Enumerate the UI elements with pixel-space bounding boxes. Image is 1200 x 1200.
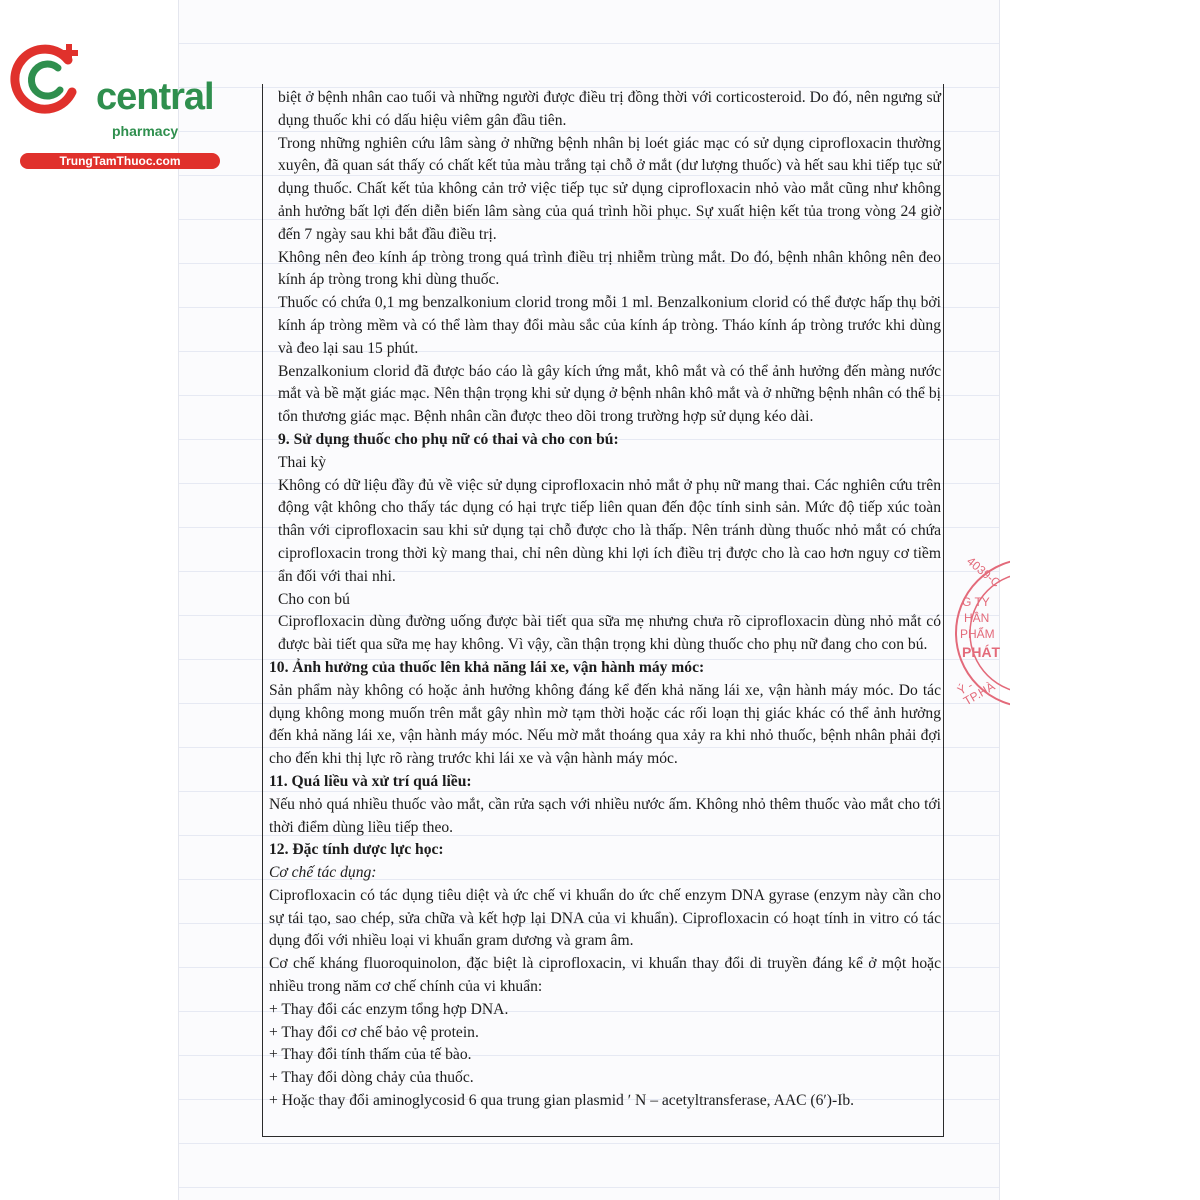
list-item: + Hoặc thay đổi aminoglycosid 6 qua trung gian plasmid ʹ N – acetyltransferase, AAC (6ʹ)-Ib. [269,1092,855,1110]
list-item: + Thay đổi cơ chế bảo vệ protein. [269,1023,479,1041]
paragraph: biệt ở bệnh nhân cao tuổi và những người được điều trị đồng thời với corticosteroid. Do đó, nên ngưng sử dụng thuốc khi có dấu hiệu viêm gân đầu tiên. [278,89,941,129]
paragraph: Trong những nghiên cứu lâm sàng ở những bệnh nhân bị loét giác mạc có sử dụng ciprofloxacin thường xuyên, đã quan sát thấy có chất kết tủa màu trắng tại chỗ ở mắt (dư lượng thuốc) và hết sau khi tiếp tục sử dụng thuốc. Chất kết tủa không cản trở việc tiếp tục sử dụng ciprofloxacin nhỏ vào mắt cũng như không ảnh hưởng bất lợi đến diễn biến lâm sàng của quá trình hồi phục. Sự xuất hiện kết tủa trong vòng 24 giờ đến 7 ngày sau khi bắt đầu điều trị. [278,134,941,243]
logo-sub-text: pharmacy [112,123,179,139]
paragraph: Nếu nhỏ quá nhiều thuốc vào mắt, cần rửa sạch với nhiều nước ấm. Không nhỏ thêm thuốc vào mắt cho tới thời điểm dùng liều tiếp theo. [269,795,941,836]
section-heading: 11. Quá liều và xử trí quá liều: [269,772,472,790]
logo-brand-text: central [96,76,214,118]
paragraph: Không có dữ liệu đầy đủ về việc sử dụng ciprofloxacin nhỏ mắt ở phụ nữ mang thai. Các nghiên cứu trên động vật không cho thấy tác dụng có hại trực tiếp liên quan đến độc tính sinh sản. Mức độ tiếp xúc toàn thân với ciprofloxacin sau khi sử dụng tại chỗ được cho là thấp. Nên tránh dùng thuốc nhỏ mắt có chứa ciprofloxacin trong thời kỳ mang thai, chỉ nên dùng khi lợi ích điều trị được cho là cao hơn nguy cơ tiềm ẩn đối với thai nhi. [278,476,941,585]
list-item: + Thay đổi dòng chảy của thuốc. [269,1069,474,1087]
stamp-line: PHÁT [962,644,1001,660]
list-item: + Thay đổi các enzym tổng hợp DNA. [269,1000,509,1018]
central-pharmacy-logo[interactable] [10,36,220,168]
section-heading: 10. Ảnh hưởng của thuốc lên khả năng lái xe, vận hành máy móc: [269,658,705,676]
paragraph: Sản phẩm này không có hoặc ảnh hưởng không đáng kể đến khả năng lái xe, vận hành máy móc. Do tác dụng không mong muốn trên mắt gây nhìn mờ tạm thời hoặc các rối loạn thị giác khác có thể ảnh hưởng đến khả năng lái xe, vận hành máy móc. Nếu mờ mắt thoáng qua xảy ra khi nhỏ thuốc, bệnh nhân phải đợi cho đến khi thị lực rõ ràng trước khi lái xe và vận hành máy móc. [269,681,941,768]
mechanism-list [269,999,941,1113]
subheading: Cơ chế tác dụng: [269,864,377,882]
paragraph: Benzalkonium clorid đã được báo cáo là gây kích ứng mắt, khô mắt và có thể ảnh hưởng đến màng nước mắt và bề mặt giác mạc. Nên thận trọng khi sử dụng ở bệnh nhân khô mắt và ở những bệnh nhân có thể bị tổn thương giác mạc. Bệnh nhân cần được theo dõi trong trường hợp sử dụng kéo dài. [278,362,941,426]
logo-url-text[interactable]: TrungTamThuoc.com [59,154,181,168]
subheading: Cho con bú [278,590,350,608]
paragraph: Thuốc có chứa 0,1 mg benzalkonium clorid trong mỗi 1 ml. Benzalkonium clorid có thể được hấp thụ bởi kính áp tròng mềm và có thể làm thay đổi màu sắc của kính áp tròng. Tháo kính áp tròng trước khi dùng và đeo lại sau 15 phút. [278,294,941,357]
stamp-line: HẦN [964,611,990,625]
paragraph: Ciprofloxacin có tác dụng tiêu diệt và ức chế vi khuẩn do ức chế enzym DNA gyrase (enzym này cần cho sự tái tạo, sao chép, sửa chữa và kết hợp lại DNA của vi khuẩn). Ciprofloxacin có hoạt tính in vitro có tác dụng đối với nhiều loại vi khuẩn gram dương và gram âm. [269,886,941,950]
stamp-number: 4039-C [964,553,1004,591]
section-heading: 9. Sử dụng thuốc cho phụ nữ có thai và cho con bú: [278,430,619,448]
list-item: + Thay đổi tính thấm của tế bào. [269,1046,472,1064]
section-heading: 12. Đặc tính dược lực học: [269,841,444,859]
paragraph: Ciprofloxacin dùng đường uống được bài tiết qua sữa mẹ nhưng chưa rõ ciprofloxacin dùng nhỏ mắt có được bài tiết qua sữa mẹ hay không. Vì vậy, cần thận trọng khi dùng thuốc cho phụ nữ đang cho con bú. [278,613,941,654]
stamp-line: PHẨM [960,627,995,641]
paragraph: Cơ chế kháng fluoroquinolon, đặc biệt là ciprofloxacin, vi khuẩn thay đổi di truyền đáng kể ở một hoặc nhiều trong năm cơ chế chính của vi khuẩn: [269,955,941,996]
paragraph: Không nên đeo kính áp tròng trong quá trình điều trị nhiễm trùng mắt. Do đó, bệnh nhân không nên đeo kính áp tròng trong khi dùng thuốc. [278,248,941,289]
stamp-line: G TY [962,595,990,609]
stamp-line: Ý - TP.HÀ [954,678,998,709]
subheading: Thai kỳ [278,453,327,471]
red-seal-stamp [950,548,1010,718]
document-body [269,87,941,1113]
logo-mark-icon [10,40,90,120]
